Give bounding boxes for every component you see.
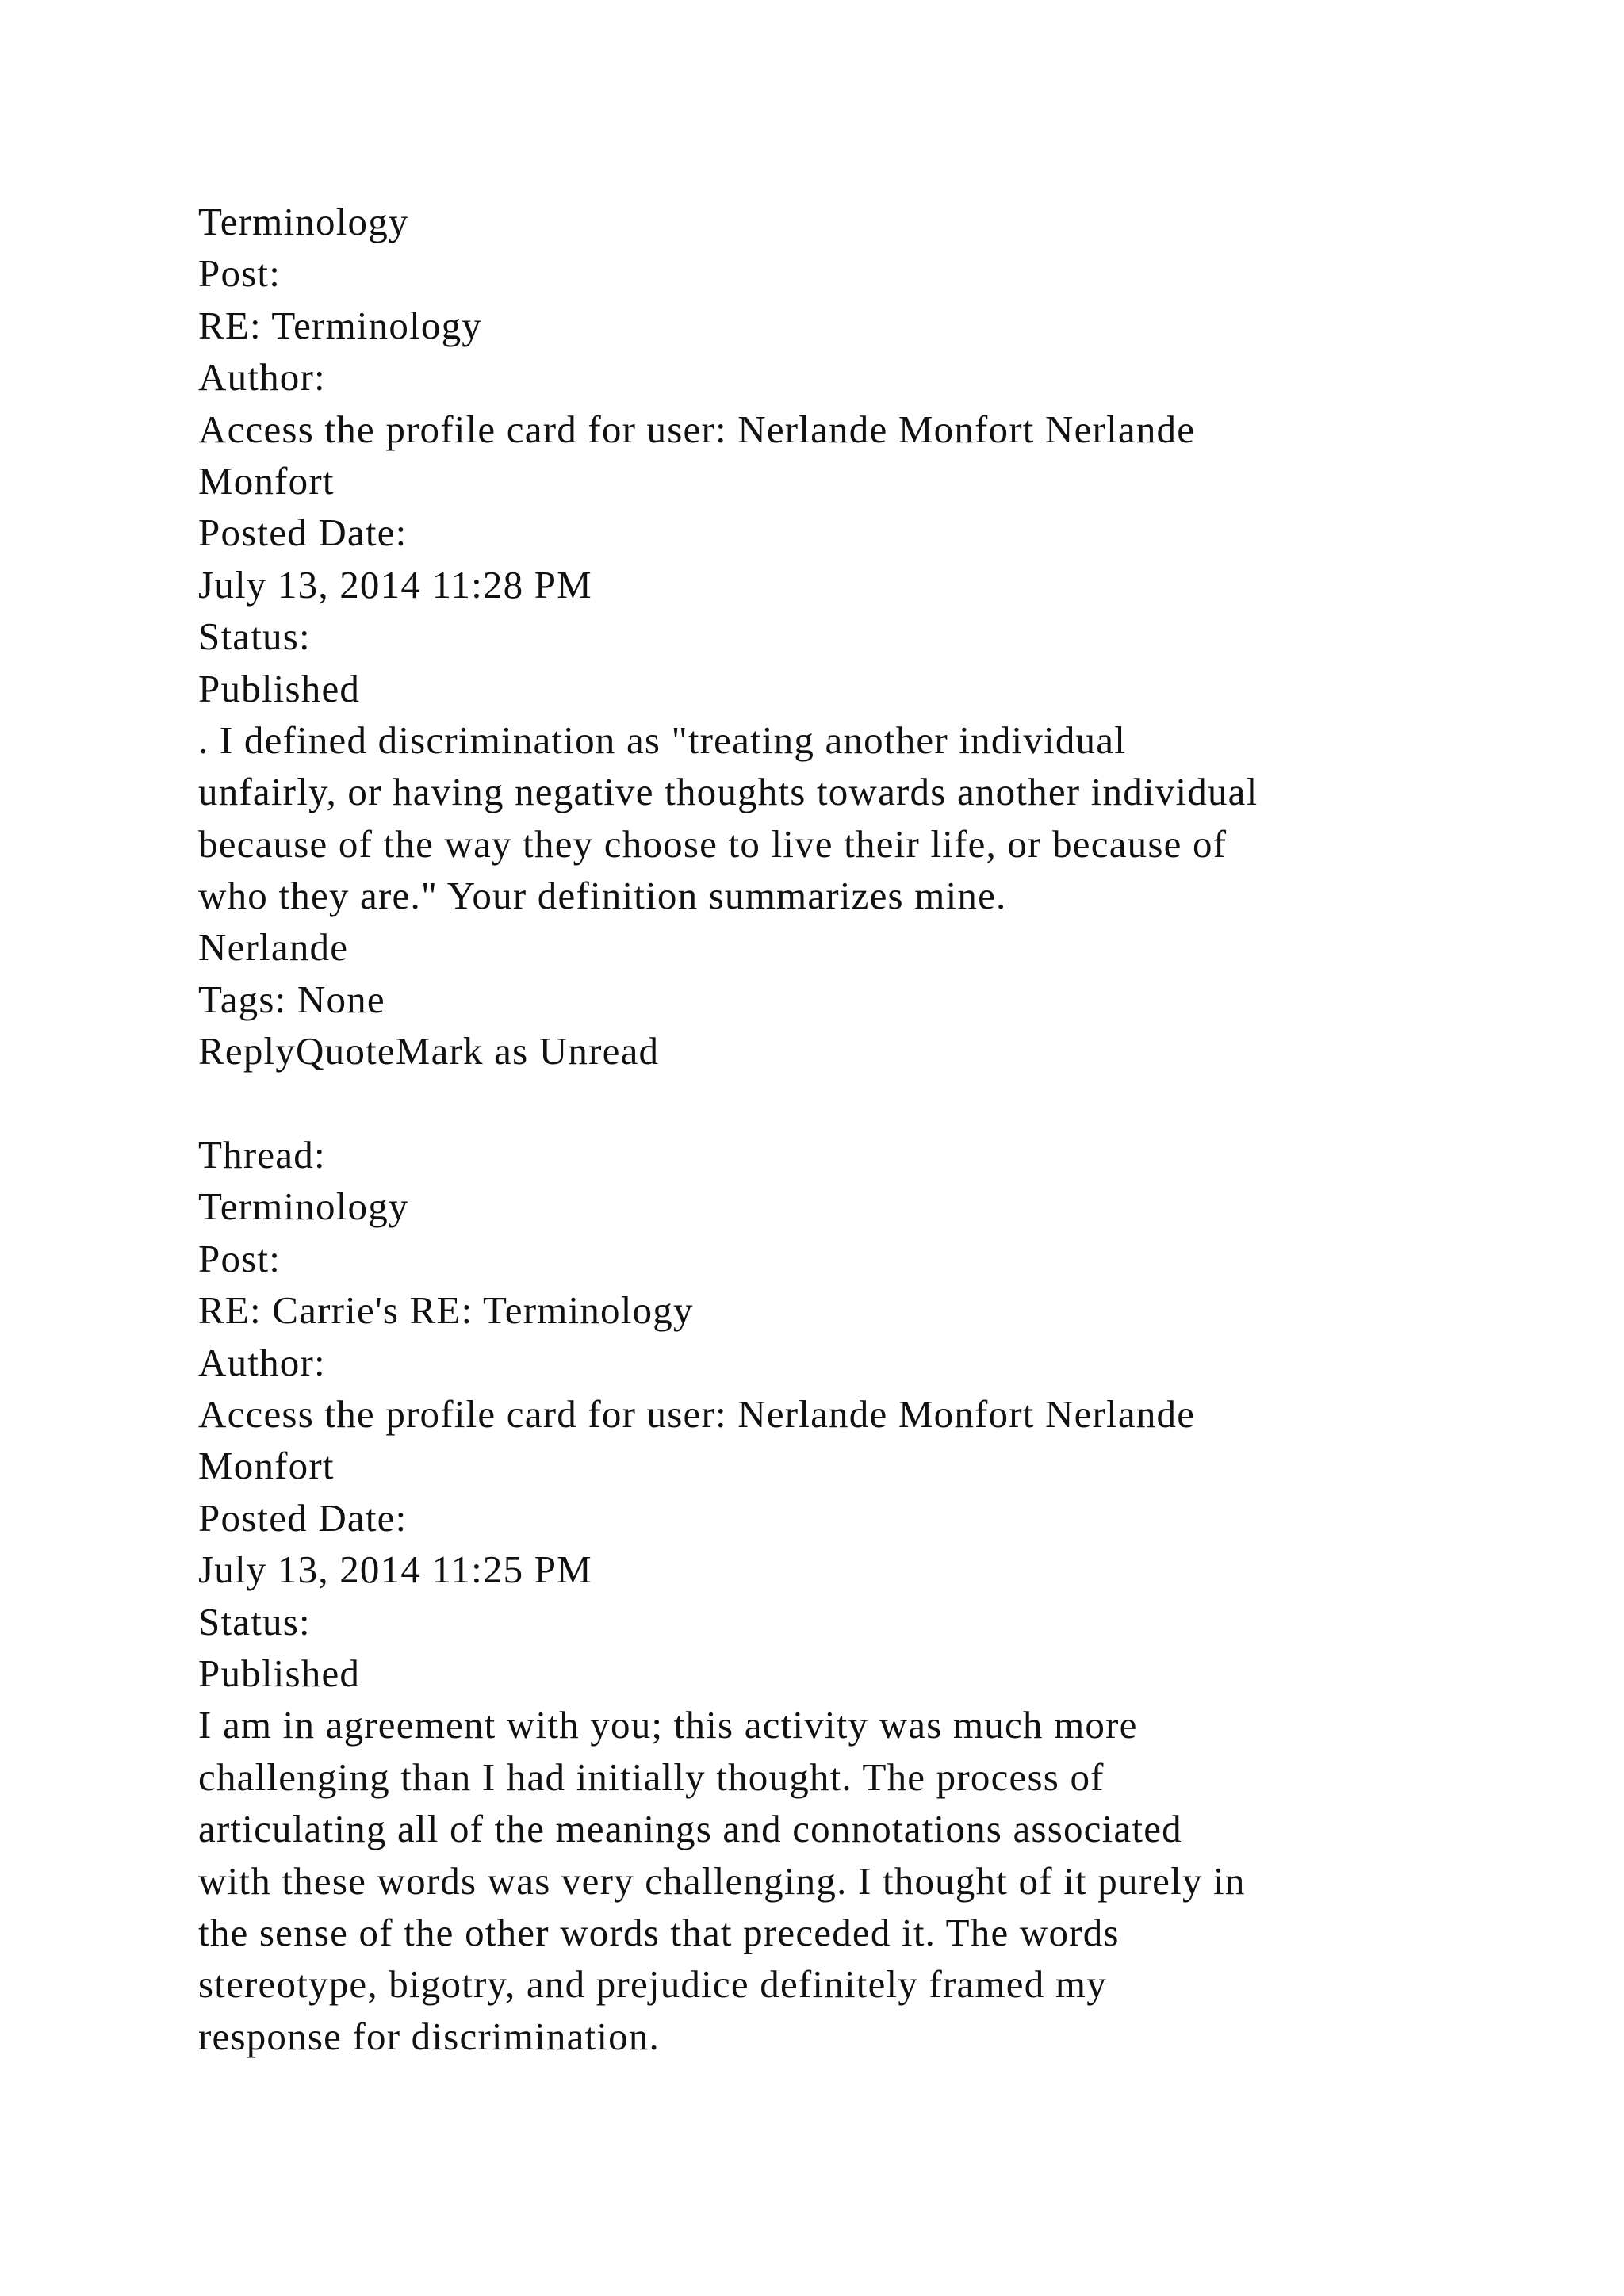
author-profile-link[interactable]: Access the profile card for user: Nerlande Monfort Nerlande [198, 407, 1196, 451]
thread-title: Terminology [198, 200, 409, 243]
post-label: Post: [198, 1236, 282, 1280]
post-separator [198, 1077, 1451, 1129]
post-body-line: stereotype, bigotry, and prejudice definitely framed my [198, 1962, 1107, 2007]
post-signature: Nerlande [198, 925, 349, 970]
post-tags: Tags: None [198, 977, 385, 1021]
post-body-line: the sense of the other words that preceded it. The words [198, 1910, 1120, 1954]
post-entry [198, 1129, 1451, 2062]
posted-date-label: Posted Date: [198, 511, 408, 555]
post-title: RE: Carrie's RE: Terminology [198, 1288, 694, 1333]
post-body [198, 1699, 1451, 2062]
author-label: Author: [198, 1340, 326, 1384]
discussion-post-list [198, 196, 1451, 2062]
thread-title: Terminology [198, 1184, 409, 1229]
post-body-line: articulating all of the meanings and connotations associated [198, 1807, 1182, 1851]
post-title: RE: Terminology [198, 303, 483, 347]
mark-as-unread-link[interactable]: Mark as Unread [395, 1029, 660, 1073]
post-body-line: . I defined discrimination as "treating another individual [198, 718, 1127, 762]
post-body-line: who they are." Your definition summarizes mine. [198, 874, 1007, 918]
post-body-line: I am in agreement with you; this activity was much more [198, 1703, 1138, 1747]
thread-label: Thread: [198, 1133, 326, 1177]
post-body [198, 714, 1451, 922]
author-profile-link[interactable]: Access the profile card for user: Nerlande Monfort Nerlande [198, 1391, 1196, 1436]
status-label: Status: [198, 614, 311, 659]
status-value: Published [198, 1651, 361, 1695]
status-value: Published [198, 666, 361, 710]
post-entry [198, 196, 1451, 1077]
post-body-line: with these words was very challenging. I thought of it purely in [198, 1858, 1246, 1903]
post-body-line: because of the way they choose to live their life, or because of [198, 821, 1228, 866]
posted-date-value: July 13, 2014 11:28 PM [198, 562, 592, 607]
post-body-line: challenging than I had initially thought. The process of [198, 1755, 1105, 1799]
posted-date-label: Posted Date: [198, 1495, 408, 1540]
posted-date-value: July 13, 2014 11:25 PM [198, 1548, 592, 1592]
post-body-line: response for discrimination. [198, 2014, 661, 2058]
status-label: Status: [198, 1599, 311, 1644]
post-label: Post: [198, 251, 282, 296]
author-profile-link-continued[interactable]: Monfort [198, 458, 335, 503]
quote-link[interactable]: Quote [296, 1029, 396, 1073]
post-body-line: unfairly, or having negative thoughts towards another individual [198, 770, 1258, 814]
post-actions [198, 1025, 1451, 1077]
author-label: Author: [198, 355, 326, 400]
author-profile-link-continued[interactable]: Monfort [198, 1444, 335, 1488]
reply-link[interactable]: Reply [198, 1029, 297, 1073]
